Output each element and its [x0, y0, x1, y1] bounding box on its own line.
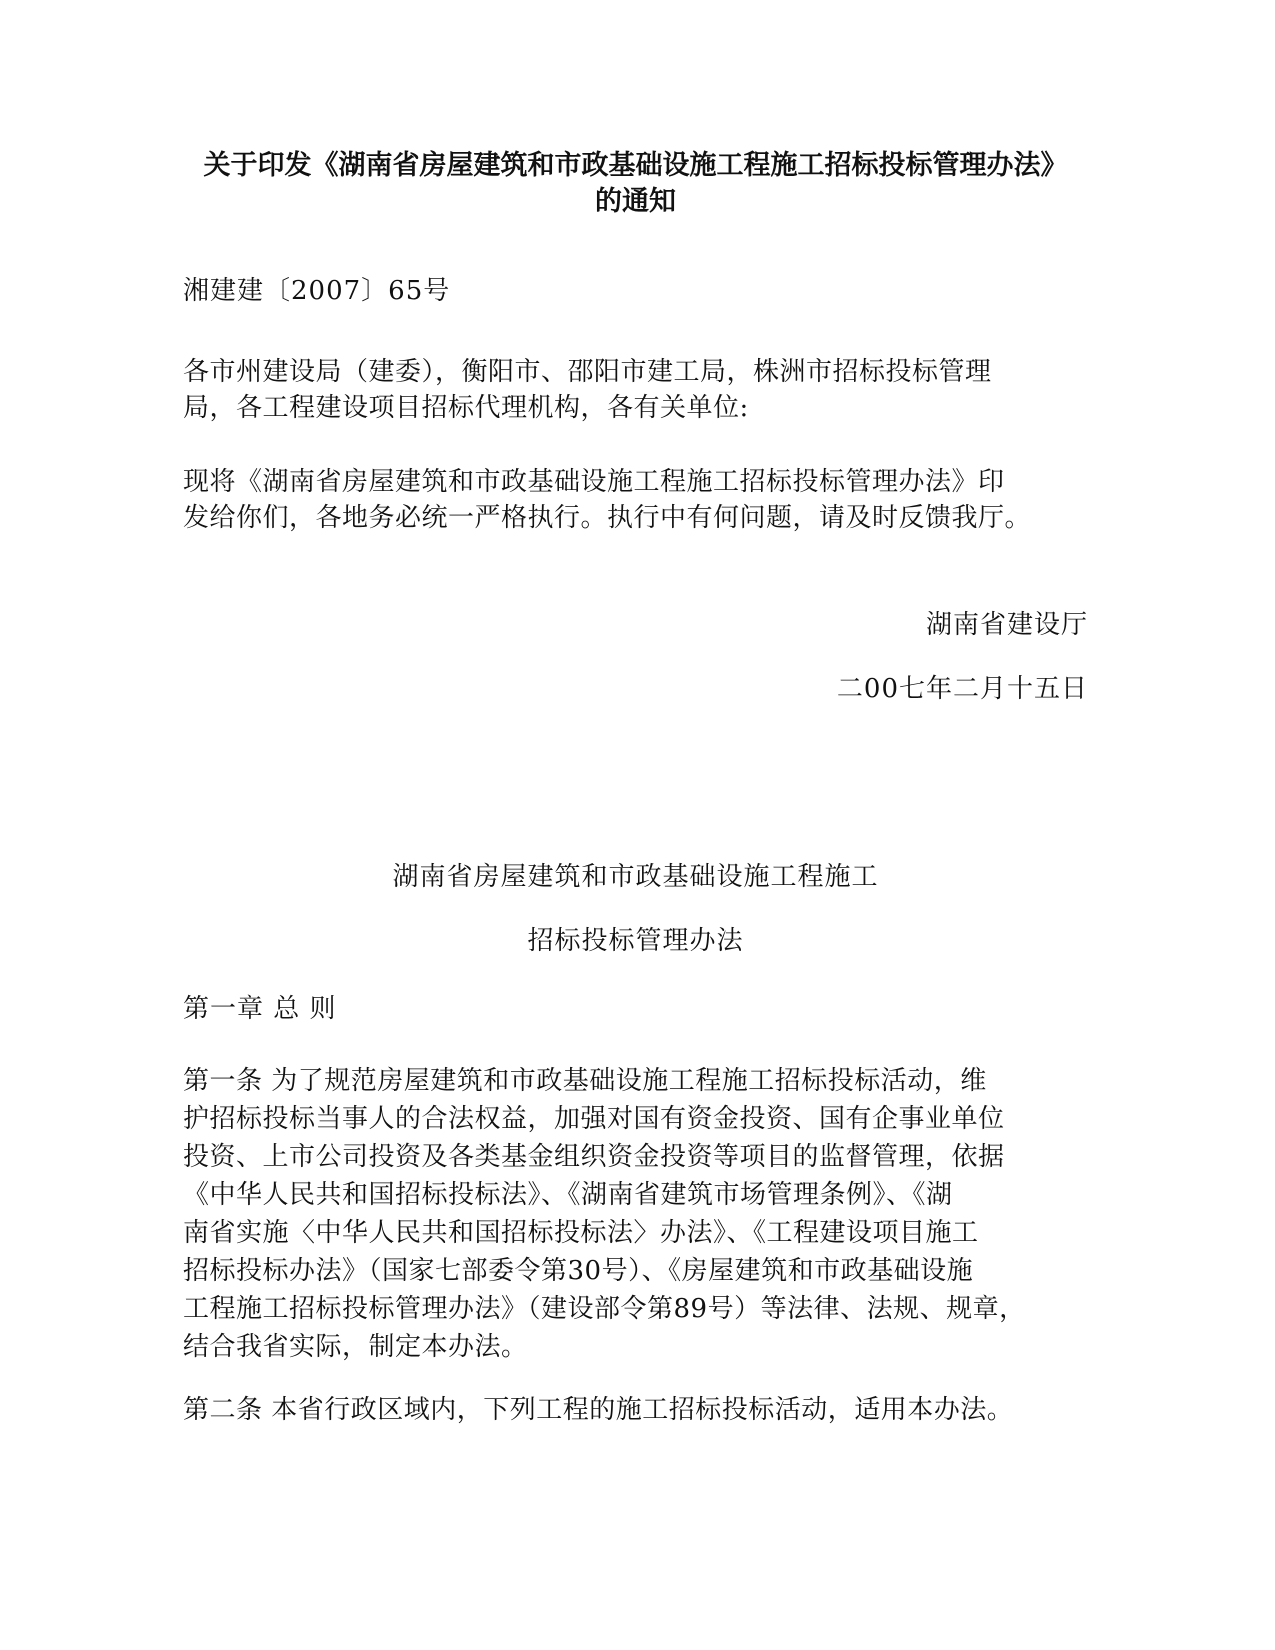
issuing-authority: 湖南省建设厅 — [925, 610, 1088, 640]
article-1-line: 第一条 为了规范房屋建筑和市政基础设施工程施工招标投标活动，维 — [183, 1066, 987, 1096]
issue-date: 二00七年二月十五日 — [836, 674, 1088, 704]
article-2-paragraph — [183, 1392, 1088, 1428]
article-1-paragraph — [183, 1062, 1088, 1366]
addressee-line-1: 各市州建设局（建委），衡阳市、邵阳市建工局，株洲市招标投标管理 — [183, 357, 992, 387]
article-2-line: 第二条 本省行政区域内，下列工程的施工招标投标活动，适用本办法。 — [183, 1395, 1014, 1425]
notice-title-line-1: 关于印发《湖南省房屋建筑和市政基础设施工程施工招标投标管理办法》 — [203, 150, 1068, 181]
chapter-heading: 第一章 总 则 — [183, 994, 337, 1024]
article-1-line: 结合我省实际，制定本办法。 — [183, 1332, 528, 1362]
notice-title — [183, 148, 1088, 220]
regulation-title-line-1: 湖南省房屋建筑和市政基础设施工程施工 — [392, 862, 879, 892]
article-1-line: 南省实施〈中华人民共和国招标投标法〉办法》、《工程建设项目施工 — [183, 1218, 979, 1248]
article-1-line: 护招标投标当事人的合法权益，加强对国有资金投资、国有企事业单位 — [183, 1104, 1005, 1134]
article-1-line: 工程施工招标投标管理办法》（建设部令第89号）等法律、法规、规章， — [183, 1294, 1026, 1324]
regulation-title-line-2: 招标投标管理办法 — [527, 926, 744, 956]
page-content — [183, 148, 1088, 1428]
notice-body-line-1: 现将《湖南省房屋建筑和市政基础设施工程施工招标投标管理办法》印 — [183, 467, 1005, 497]
article-1-line: 招标投标办法》（国家七部委令第30号）、《房屋建筑和市政基础设施 — [183, 1256, 974, 1286]
notice-body-line-2: 发给你们，各地务必统一严格执行。执行中有何问题，请及时反馈我厅。 — [183, 503, 1032, 533]
addressee-paragraph — [183, 354, 1088, 426]
notice-title-line-2: 的通知 — [595, 186, 676, 217]
addressee-line-2: 局，各工程建设项目招标代理机构，各有关单位: — [183, 393, 749, 423]
article-1-line: 投资、上市公司投资及各类基金组织资金投资等项目的监督管理，依据 — [183, 1142, 1005, 1172]
document-number: 湘建建〔2007〕65号 — [183, 276, 451, 306]
notice-body-paragraph — [183, 464, 1088, 536]
article-1-line: 《中华人民共和国招标投标法》、《湖南省建筑市场管理条例》、《湖 — [183, 1180, 953, 1210]
